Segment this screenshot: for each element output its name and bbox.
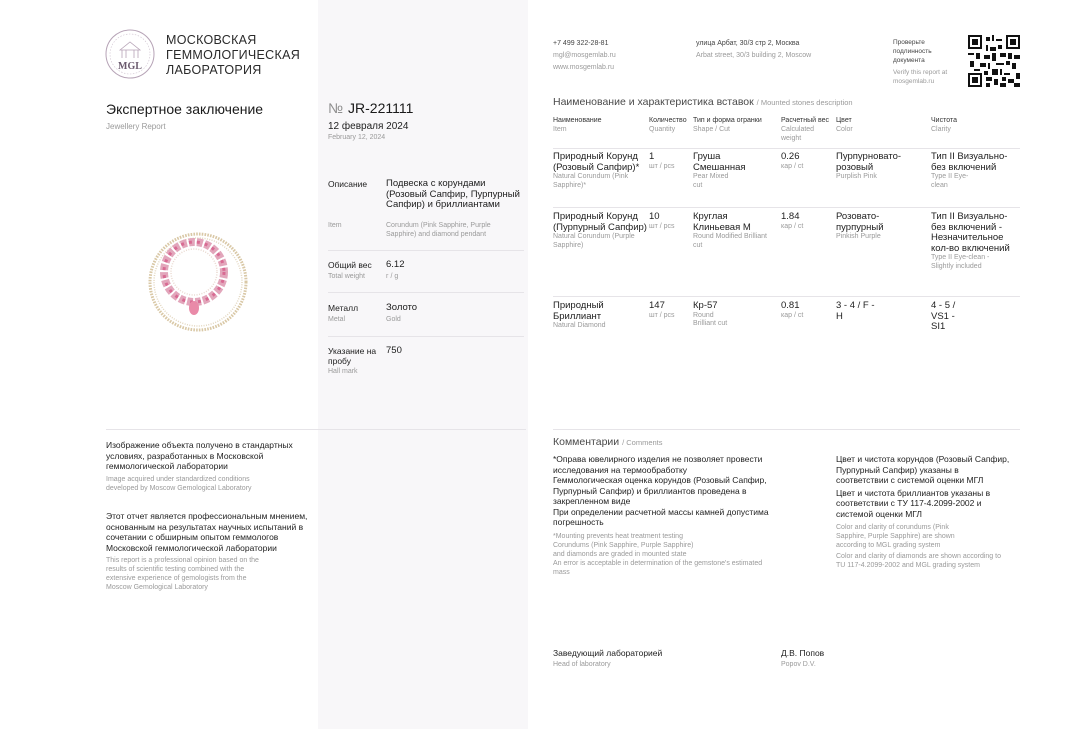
- description-value-en: Corundum (Pink Sapphire, Purple Sapphire) and diamond pendant: [386, 222, 491, 238]
- row2-color: Розовато-пурпурный Pinkish Purple: [836, 211, 884, 240]
- stones-title-en: Mounted stones description: [760, 98, 853, 107]
- field-hallmark: [328, 346, 524, 378]
- report-date: 12 февраля 2024: [328, 121, 409, 132]
- divider: [553, 148, 1020, 149]
- header-quantity: Количество Quantity: [649, 117, 687, 133]
- description-label-en: Item: [328, 222, 342, 229]
- number-value: JR-221111: [348, 100, 414, 116]
- comments-title-ru: Комментарии: [553, 436, 620, 448]
- hallmark-label-en: Hall mark: [328, 368, 358, 375]
- divider: [553, 296, 1020, 297]
- verify-en: Verify this report at mosgemlab.ru: [893, 69, 948, 85]
- image-note-ru: Изображение объекта получено в стандартных условиях, разработанных в Московской геммологической лаборатории: [106, 440, 293, 471]
- verify-block: [893, 38, 961, 86]
- comments-title: Комментарии / Comments: [553, 436, 663, 448]
- signature-role-en: Head of laboratory: [553, 661, 611, 668]
- signature-role-ru: Заведующий лабораторией: [553, 648, 663, 658]
- address-ru: улица Арбат, 30/3 стр 2, Москва: [696, 40, 800, 47]
- row1-color: Пурпурновато-розовый Purplish Pink: [836, 151, 902, 180]
- report-date-en: February 12, 2024: [328, 134, 386, 141]
- logo-text: MGL: [118, 61, 142, 72]
- report-title: Экспертное заключение: [106, 101, 264, 117]
- comment-r1-ru: Цвет и чистота корундов (Розовый Сапфир, Пурпурный Сапфир) указаны в соответствии с системой оценки МГЛ: [836, 454, 1010, 485]
- divider: [328, 250, 524, 251]
- field-metal: [328, 303, 524, 329]
- row1-cut: Груша Смешанная Pear Mixed cut: [693, 151, 746, 189]
- site-link[interactable]: www.mosgemlab.ru: [553, 64, 615, 71]
- verify-ru: Проверьте подлинность документа: [893, 39, 932, 64]
- address-en: Arbat street, 30/3 building 2, Moscow: [696, 52, 812, 59]
- row2-qty: 10 шт / pcs: [649, 211, 675, 230]
- opinion-note-ru: Этот отчет является профессиональным мнением, основанным на результатах научных испытаний в сочетании с обширным опытом геммологов Московской геммологической лаборатории: [106, 511, 308, 553]
- qr-code-icon[interactable]: [968, 35, 1020, 87]
- stones-section-title: Наименование и характеристика вставок / Mounted stones description: [553, 96, 853, 108]
- field-description: [328, 178, 524, 238]
- org-name-line-3: ЛАБОРАТОРИЯ: [166, 63, 262, 77]
- row3-weight: 0.81 кар / ct: [781, 300, 804, 319]
- row2-weight: 1.84 кар / ct: [781, 211, 804, 230]
- row1-name: Природный Корунд (Розовый Сапфир)* Natural Corundum (Pink Sapphire)*: [553, 151, 640, 189]
- header-cut: Тип и форма огранки Shape / Cut: [693, 117, 762, 133]
- divider: [328, 292, 524, 293]
- comment-1-en: *Mounting prevents heat treatment testing: [553, 532, 683, 540]
- signature-name-en: Popov D.V.: [781, 661, 816, 668]
- report-number: [328, 100, 413, 116]
- weight-value: 6.12: [386, 259, 405, 270]
- opinion-note: [106, 511, 311, 592]
- row3-qty: 147 шт / pcs: [649, 300, 675, 319]
- org-name: [166, 33, 300, 78]
- divider: [553, 207, 1020, 208]
- comment-2-ru: Геммологическая оценка корундов (Розовый Сапфир, Пурпурный Сапфир) и бриллиантов проведена в закрепленном виде: [553, 475, 767, 506]
- weight-label: Общий вес: [328, 260, 372, 270]
- comment-r1-en: Color and clarity of corundums (Pink Sapphire, Purple Sapphire) are shown according to MGL grading system: [836, 524, 955, 549]
- comment-3-en: An error is acceptable in determination of the gemstone's estimated mass: [553, 559, 763, 576]
- row1-weight: 0.26 кар / ct: [781, 151, 804, 170]
- metal-value-en: Gold: [386, 316, 401, 323]
- right-panel: [528, 0, 1069, 729]
- comment-1-ru: *Оправа ювелирного изделия не позволяет провести исследования на термообработку: [553, 454, 763, 475]
- row2-clarity: Тип II Визуально-без включений - Незначительное кол-во включений Type II Eye-clean - Slightly included: [931, 211, 1010, 270]
- divider: [553, 429, 1020, 430]
- header-weight: Расчетный вес Calculated weight: [781, 117, 830, 142]
- row1-qty: 1 шт / pcs: [649, 151, 675, 170]
- weight-unit: г / g: [386, 273, 399, 280]
- row3-clarity: 4 - 5 / VS1 - SI1: [931, 300, 956, 332]
- divider: [328, 336, 524, 337]
- row3-color: 3 - 4 / F - H: [836, 300, 875, 322]
- comment-3-ru: При определении расчетной массы камней допустима погрешность: [553, 506, 769, 527]
- signature-role: [553, 648, 662, 669]
- mgl-logo-icon: [104, 28, 156, 80]
- comment-2-en: Corundums (Pink Sapphire, Purple Sapphire) and diamonds are graded in mounted state: [553, 541, 694, 558]
- metal-value: Золото: [386, 302, 418, 313]
- signature-name-ru: Д.В. Попов: [781, 648, 825, 658]
- number-prefix: №: [328, 100, 344, 116]
- header-clarity: Чистота Clarity: [931, 117, 957, 133]
- org-name-line-1: МОСКОВСКАЯ: [166, 33, 257, 47]
- pendant-image: [140, 226, 256, 338]
- metal-label: Металл: [328, 303, 359, 313]
- comments-left: [553, 454, 778, 577]
- header-color: Цвет Color: [836, 117, 853, 133]
- field-weight: [328, 260, 524, 286]
- phone: +7 499 322-28-81: [553, 40, 609, 47]
- comment-r2-ru: Цвет и чистота бриллиантов указаны в соответствии с ТУ 117-4.2099-2002 и системой оценки МГЛ: [836, 487, 991, 519]
- metal-label-en: Metal: [328, 316, 346, 323]
- divider: [106, 429, 526, 430]
- email-link[interactable]: mgl@mosgemlab.ru: [553, 52, 616, 59]
- address-block: [696, 38, 876, 62]
- image-note-en: Image acquired under standardized conditions developed by Moscow Gemological Laboratory: [106, 475, 252, 492]
- weight-label-en: Total weight: [328, 273, 365, 280]
- row2-name: Природный Корунд (Пурпурный Сапфир) Natural Corundum (Purple Sapphire): [553, 211, 647, 249]
- stones-title-ru: Наименование и характеристика вставок: [553, 96, 754, 108]
- row3-name: Природный Бриллиант Natural Diamond: [553, 300, 606, 329]
- image-note: [106, 440, 311, 493]
- opinion-note-en: This report is a professional opinion based on the results of scientific testing combined with the extensive experience of gemologists from the Moscow Gemological Laboratory: [106, 557, 259, 591]
- hallmark-value: 750: [386, 345, 402, 356]
- row3-cut: Кр-57 Round Brilliant cut: [693, 300, 728, 327]
- header-item: Наименование Item: [553, 117, 602, 133]
- comments-right: [836, 454, 1011, 570]
- org-name-line-2: ГЕММОЛОГИЧЕСКАЯ: [166, 48, 301, 62]
- description-label: Описание: [328, 179, 368, 189]
- contacts-block: [553, 38, 616, 74]
- comments-title-en: Comments: [626, 438, 663, 447]
- description-value: Подвеска с корундами (Розовый Сапфир, Пурпурный Сапфир) и бриллиантами: [386, 178, 520, 210]
- row1-clarity: Тип II Визуально-без включений Type II Eye-clean: [931, 151, 1008, 189]
- comment-r2-en: Color and clarity of diamonds are shown according to TU 117-4.2099-2002 and MGL grading system: [836, 553, 1001, 569]
- signature-name: [781, 648, 824, 669]
- row2-cut: Круглая Клиньевая М Round Modified Brilliant cut: [693, 211, 767, 249]
- hallmark-label: Указание на пробу: [328, 346, 377, 366]
- report-title-en: Jewellery Report: [106, 122, 166, 131]
